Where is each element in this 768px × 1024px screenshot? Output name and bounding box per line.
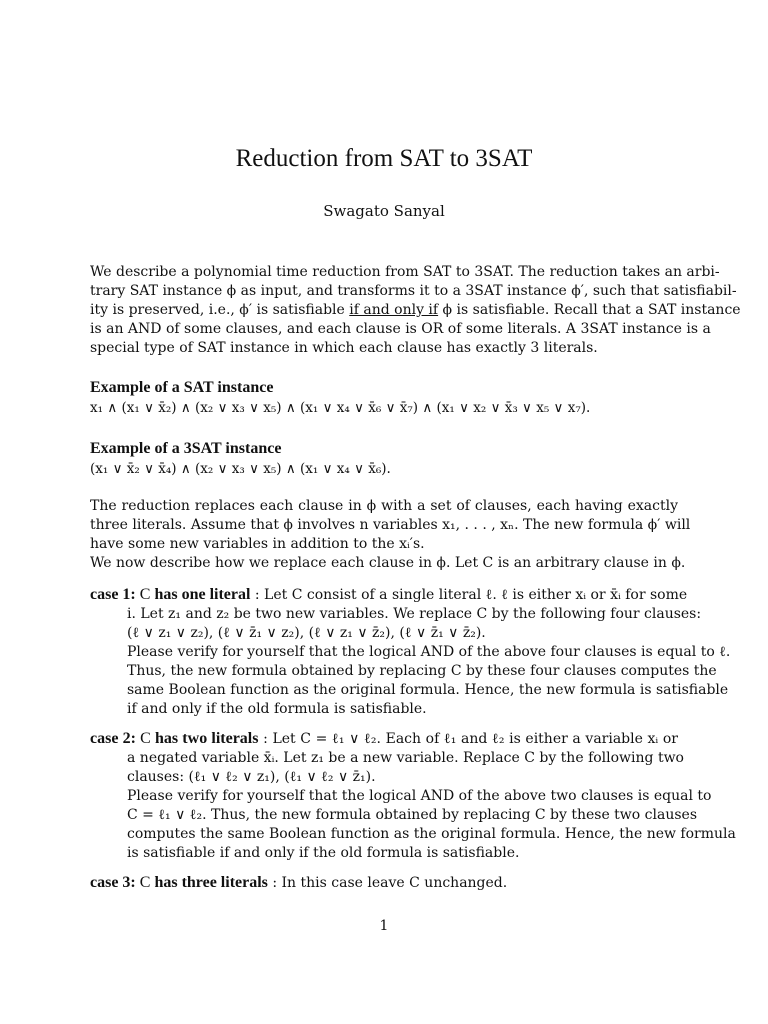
case-1-line-3: (ℓ ∨ z₁ ∨ z₂), (ℓ ∨ z̄₁ ∨ z₂), (ℓ ∨ z₁ ∨ z̄₂), (ℓ ∨ z̄₁ ∨ z̄₂). <box>127 625 486 641</box>
reduction-paragraph <box>90 497 691 573</box>
case-3-line-1: : In this case leave C unchanged. <box>267 875 508 891</box>
case-2-title: has two literals <box>155 730 259 747</box>
case-2-line-1: : Let C = ℓ₁ ∨ ℓ₂. Each of ℓ₁ and ℓ₂ is either a variable xᵢ or <box>258 731 679 747</box>
case-1-line-5: Thus, the new formula obtained by replacing C by these four clauses computes the <box>127 663 717 679</box>
3sat-example-formula: (x₁ ∨ x̄₂ ∨ x̄₄) ∧ (x₂ ∨ x₃ ∨ x₅) ∧ (x₁ ∨ x₄ ∨ x̄₆). <box>90 461 391 477</box>
case-1-line-7: if and only if the old formula is satisfiable. <box>127 701 427 717</box>
case-3-heading <box>90 874 268 891</box>
case-3-label: case 3: <box>90 874 136 891</box>
author-name: Swagato Sanyal <box>323 202 445 220</box>
case-3-first-line <box>90 873 678 893</box>
intro-line-3-end: ϕ is satisfiable. Recall that a SAT instance <box>438 302 741 318</box>
intro-line-5: special type of SAT instance in which each clause has exactly 3 literals. <box>90 340 598 356</box>
reduction-line-4: We now describe how we replace each clause in ϕ. Let C is an arbitrary clause in ϕ. <box>90 555 686 571</box>
case-2 <box>90 729 736 863</box>
intro-line-4: is an AND of some clauses, and each clause is OR of some literals. A 3SAT instance is a <box>90 321 711 337</box>
reduction-line-1: The reduction replaces each clause in ϕ with a set of clauses, each having exactly <box>90 498 678 514</box>
case-3-title: has three literals <box>154 874 268 891</box>
case-1-title: has one literal <box>154 586 251 603</box>
case-2-clause-symbol: C <box>140 730 151 747</box>
case-2-heading <box>90 730 258 747</box>
case-2-line-7: is satisfiable if and only if the old formula is satisfiable. <box>127 845 520 861</box>
reduction-line-3: have some new variables in addition to the xᵢ′s. <box>90 536 425 552</box>
intro-paragraph <box>90 263 741 358</box>
intro-line-2: trary SAT instance ϕ as input, and transforms it to a 3SAT instance ϕ′, such that satisfiabil- <box>90 283 737 299</box>
case-2-label: case 2: <box>90 730 136 747</box>
case-1-clause-symbol: C <box>139 586 151 603</box>
sat-example-formula: x₁ ∧ (x₁ ∨ x̄₂) ∧ (x₂ ∨ x₃ ∨ x₅) ∧ (x₁ ∨ x₄ ∨ x̄₆ ∨ x̄₇) ∧ (x₁ ∨ x₂ ∨ x̄₃ ∨ x₅ ∨ x₇). <box>90 400 591 416</box>
case-1-label: case 1: <box>90 586 136 603</box>
case-2-line-4: Please verify for yourself that the logical AND of the above two clauses is equal to <box>127 788 712 804</box>
3sat-example-heading: Example of a 3SAT instance <box>90 440 282 457</box>
case-2-line-6: computes the same Boolean function as the original formula. Hence, the new formula <box>127 826 736 842</box>
case-3 <box>90 873 678 893</box>
case-1-first-line <box>90 585 688 605</box>
case-1 <box>90 585 731 719</box>
case-1-line-1: : Let C consist of a single literal ℓ. ℓ is either xᵢ or x̄ᵢ for some <box>250 587 688 603</box>
case-2-line-3: clauses: (ℓ₁ ∨ ℓ₂ ∨ z₁), (ℓ₁ ∨ ℓ₂ ∨ z̄₁). <box>127 769 376 785</box>
intro-line-3 <box>90 301 741 320</box>
intro-line-3-start: ity is preserved, i.e., ϕ′ is satisfiable <box>90 302 350 318</box>
case-1-heading <box>90 586 250 603</box>
paper-title: Reduction from SAT to 3SAT <box>235 145 533 172</box>
case-1-line-6: same Boolean function as the original formula. Hence, the new formula is satisfiable <box>127 682 729 698</box>
page-number: 1 <box>379 918 389 934</box>
reduction-line-2: three literals. Assume that ϕ involves n variables x₁, . . . , xₙ. The new formula ϕ′ will <box>90 517 691 533</box>
case-2-line-5: C = ℓ₁ ∨ ℓ₂. Thus, the new formula obtained by replacing C by these two clauses <box>127 807 698 823</box>
sat-example-heading: Example of a SAT instance <box>90 379 274 396</box>
case-1-line-4: Please verify for yourself that the logical AND of the above four clauses is equal to ℓ. <box>127 644 731 660</box>
case-3-clause-symbol: C <box>139 874 151 891</box>
case-2-first-line <box>90 729 678 749</box>
case-2-line-2: a negated variable x̄ᵢ. Let z₁ be a new variable. Replace C by the following two <box>127 750 684 766</box>
intro-line-1: We describe a polynomial time reduction from SAT to 3SAT. The reduction takes an arbi- <box>90 264 720 280</box>
case-1-line-2: i. Let z₁ and z₂ be two new variables. We replace C by the following four clauses: <box>127 606 702 622</box>
iff-underlined: if and only if <box>349 302 439 318</box>
